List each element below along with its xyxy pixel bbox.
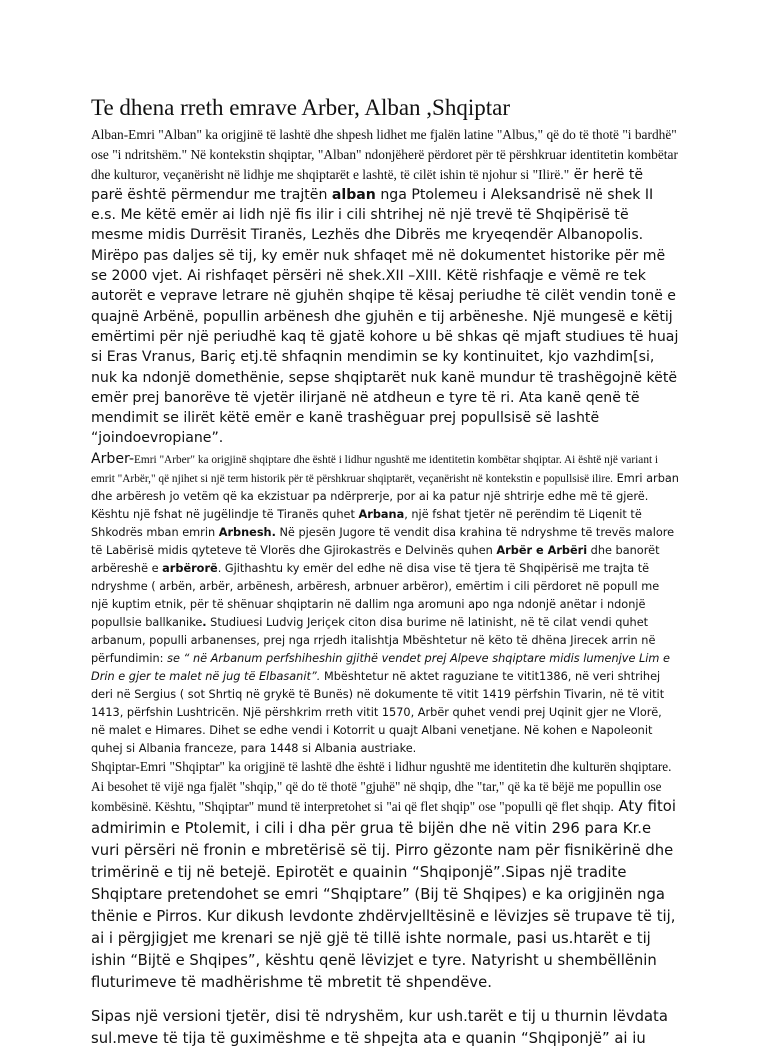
arber-sans-text-c: Në pjesën Jugore të vendit disa krahina të ndryshme të trevës malore të Labërisë midis qyteteve të Vlorës dhe Gjirokastrës e Delvinës quhen (91, 526, 675, 558)
arber-sans-text-f: Studiuesi Ludvig Jeriçek citon disa burime në latinisht, në të cilat vendi quhet arbanum, populli arbanenses, prej nga rrjedh italishtja Mbështetur në këto të dhëna Jirecek arrin në përfundimin: (91, 616, 656, 666)
paragraph-shqiptar (91, 757, 679, 994)
arber-sans-text-b: , një fshat tjetër në perëndim të Liqenit të Shkodrës mban emrin (91, 508, 642, 540)
arber-italic-quote: se “ në Arbanum perfshiheshin gjithë vendet prej Alpeve shqiptare midis lumenjve Lim e Drin e gjer te malet në jug të Elbasanit”. (91, 652, 670, 684)
arber-sans-text-d: dhe banorët arbëreshë e (91, 544, 660, 576)
arber-sans-text-a: Emri arban dhe arbëresh jo vetëm që ka ekzistuar pa ndërprerje, por ai ka patur një shtrirje edhe më të gjerë. Kështu një fshat në jugëlindje të Tiranës quhet (91, 472, 679, 522)
arber-bold-arber-arberi: Arbër e Arbëri (496, 544, 588, 558)
paragraph-gap (91, 994, 679, 1006)
paragraph-arber (91, 449, 679, 757)
arber-lead: Arber- (91, 450, 135, 467)
alban-sans-text-a: ër herë të parë është përmendur me trajtën (91, 166, 644, 203)
paragraph-version: Sipas një versioni tjetër, disi të ndryshëm, kur ush.tarët e tij u thurnin lëvdata sul.meve të tija të guximëshme e të shpejta ata e quanin “Shqiponjë” ai iu (91, 1008, 668, 1048)
arber-sans-text-e: . Gjithashtu ky emër del edhe në disa vise të tjera të Shqipërisë me trajta të ndryshme ( arbën, arbër, arbënesh, arbëresh, arbnuer arbëror), emërtim i cili përdoret në popull me një kuptim etnik, për të shënuar shqiptarin në dallim nga aromuni apo nga ndonjë anëtar i ndonjë popullsie ballkanike (91, 562, 660, 630)
paragraph-alban (91, 125, 679, 449)
document-title: Te dhena rreth emrave Arber, Alban ,Shqiptar (91, 95, 510, 120)
alban-bold-term: alban (331, 186, 376, 203)
arber-sans-text-g: Mbështetur në aktet raguziane te vitit1386, në veri shtrihej deri në Sergius ( sot Shrtiq në grykë të Bunës) në dokumente të vitit 1419 përfshin Tivarin, në të vitit 1413, përfshin Lushtricën. Një përshkrim rreth vitit 1570, Arbër quhet vendi prej Uqinit gjer ne Vlorë, në malet e Himares. Dihet se edhe vendi i Kotorrit u quajt Albani venetjane. Në kohen e Napoleonit quhej si Albania franceze, para 1448 si Albania austriake. (91, 670, 665, 756)
alban-sans-text-b: nga Ptolemeu i Aleksandrisë në shek II e.s. Me këtë emër ai lidh një fis ilir i cili shtrihej në një trevë të Shqipërisë të mesme midis Durrësit Tiranës, Lezhës dhe Dibrës me kryeqendër Albanopolis. Mirëpo pas daljes së tij, ky emër nuk shfaqet më në dokumentet historike për më se 2000 vjet. Ai rishfaqet përsëri në shek.XII –XIII. Këtë rishfaqje e vëmë re tek autorët e veprave letrare në gjuhën shqipe të kësaj periudhe të cilët vendin tonë e quajnë Arbënë, popullin arbënesh dhe gjuhën e tij arbëneshe. Një mungesë e këtij emërtimi për një periudhë kaq të gjatë kohore u bë shkas që mjaft studiues të huaj si Eras Vranus, Bariç etj.të shfaqnin mendimin se ky kontinuitet, kjo vazhdim[si, nuk ka ndonjë domethënie, sepse shqiptarët nuk kanë mundur të trashëgojnë këtë emër prej banorëve të vjetër ilirjanë në atdheun e tyre të ri. Ata kanë qenë të mendimit se ilirët këtë emër e kanë trashëguar prej popullsisë së lashtë “joindoevropiane”. (91, 186, 679, 447)
arber-bold-period: . (202, 616, 207, 630)
arber-bold-arberore: arbërorë (162, 562, 218, 576)
shqiptar-serif-text: Shqiptar-Emri "Shqiptar" ka origjinë të lashtë dhe është i lidhur ngushtë me identitetin dhe kulturën shqiptare. Ai besohet të vijë nga fjalët "shqip," që do të thotë "gjuhë" në shqip, dhe "tar," që ka të bëjë me popullin ose kombësinë. Kështu, "Shqiptar" mund të interpretohet si "ai që flet shqip" ose "populli që flet shqip. (91, 759, 672, 815)
document-page (91, 94, 679, 1050)
alban-serif-text: Alban-Emri "Alban" ka origjinë të lashtë dhe shpesh lidhet me fjalën latine "Albus," që do të thotë "i bardhë" ose "i ndritshëm." Në kontekstin shqiptar, "Alban" ndonjëherë përdoret për të përshkruar identitetin kombëtar dhe kulturor, veçanërisht në lidhje me shqiptarët e lashtë, të cilët ishin të njohur si "Ilirë." (91, 127, 678, 182)
shqiptar-sans-text: Aty fitoi admirimin e Ptolemit, i cili i dha për grua të bijën dhe në vitin 296 para Kr.e vuri përsëri në fronin e mbretërisë së tij. Pirro gëzonte nam për fisnikërinë dhe trimërinë e tij në betejë. Epirotët e quainin “Shqiponjë”.Sipas një tradite Shqiptare pretendohet se emri “Shqiptare” (Bij të Shqipes) e ka origjinën nga thënie e Pirros. Kur dikush levdonte zhdërvjelltësinë e lëvizjes së trupave të tij, ai i përgjigjet me krenari se një gjë të tillë ishte normale, pasi us.htarët e tij ishin “Bijtë e Shqipes”, kështu qenë lëvizjet e tyre. Natyrisht u shembëllënin fluturimeve të madhërishme të mbretit të shpendëve. (91, 798, 676, 992)
arber-serif-text: Emri "Arber" ka origjinë shqiptare dhe është i lidhur ngushtë me identitetin kombëtar shqiptar. Ai është një variant i emrit "Arbër," që njihet si një term historik për të përshkruar shqiptarët, veçanërisht në kontekstin e popullsisë ilire. (91, 453, 659, 486)
arber-bold-arbnesh: Arbnesh. (218, 526, 276, 540)
arber-bold-arbana: Arbana (358, 508, 405, 522)
